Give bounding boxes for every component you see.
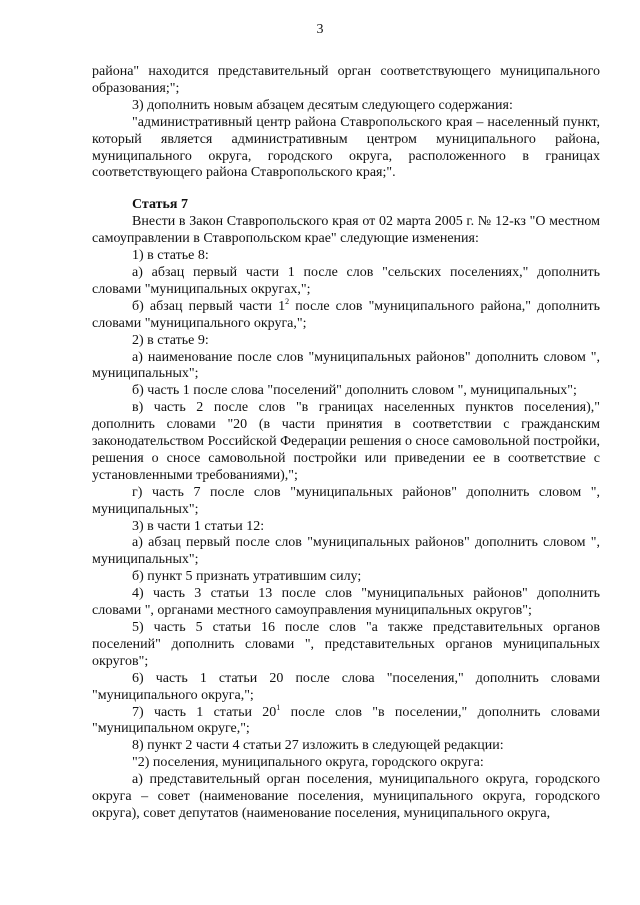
superscript: 1 [276, 702, 281, 712]
superscript: 2 [285, 296, 290, 306]
paragraph-text: 7) часть 1 статьи 20 [132, 704, 277, 720]
article-heading: Статья 7 [132, 197, 188, 213]
paragraph: 2) в статье 9: [132, 332, 209, 348]
paragraph: района" находится представительный орган соответствующего муниципального образования;"; [92, 64, 600, 96]
paragraph: 3) дополнить новым абзацем десятым следующего содержания: [132, 97, 513, 113]
document-body [92, 64, 600, 823]
paragraph: "административный центр района Ставропольского края – населенный пункт, который является административным центром муниципального района, муниципального округа, городского округа, расположенного в границах соответствующего района Ставропольского края;". [92, 114, 600, 181]
page-number: 3 [316, 22, 324, 37]
paragraph: 1) в статье 8: [132, 248, 209, 264]
paragraph: 4) часть 3 статьи 13 после слов "муниципальных районов" дополнить словами ", органами местного самоуправления муниципальных округов"; [92, 586, 600, 619]
paragraph: а) наименование после слов "муниципальных районов" дополнить словом ", муниципальных"; [92, 349, 600, 382]
paragraph: 3) в части 1 статьи 12: [132, 518, 265, 534]
paragraph: 5) часть 5 статьи 16 после слов "а также представительных органов поселений" дополнить словами ", представительных органов муниципальных округов"; [92, 620, 600, 669]
paragraph: а) абзац первый после слов "муниципальных районов" дополнить словом ", муниципальных"; [92, 535, 600, 568]
paragraph: а) представительный орган поселения, муниципального округа, городского округа – совет (наименование поселения, муниципального округа, городского округа), совет депутатов (наименование поселения, муниципального округа, [92, 772, 600, 821]
paragraph: б) пункт 5 признать утратившим силу; [132, 569, 362, 585]
paragraph-text: после слов "муниципального района," дополнить словами "муниципального округа,"; [92, 298, 600, 331]
paragraph: 8) пункт 2 части 4 статьи 27 изложить в следующей редакции: [132, 738, 504, 754]
paragraph: 6) часть 1 статьи 20 после слова "поселения," дополнить словами "муниципального округа,"; [92, 670, 600, 703]
paragraph: а) абзац первый части 1 после слов "сельских поселениях," дополнить словами "муниципальных округах,"; [92, 264, 600, 297]
paragraph: г) часть 7 после слов "муниципальных районов" дополнить словом ", муниципальных"; [92, 484, 600, 517]
paragraph: в) часть 2 после слов "в границах населенных пунктов поселения)," дополнить словами "20 (в части принятия в соответствии с гражданским законодательством Российской Федерации решения о сносе самовольной постройки, решения о сносе самовольной постройки или приведении ее в соответствие с установленными требованиями),"; [92, 400, 600, 483]
paragraph: б) часть 1 после слова "поселений" дополнить словом ", муниципальных"; [132, 383, 577, 399]
paragraph: Внести в Закон Ставропольского края от 02 марта 2005 г. № 12-кз "О местном самоуправлении в Ставропольском крае" следующие изменения: [92, 214, 600, 247]
paragraph [92, 702, 600, 739]
paragraph-text: б) абзац первый части 1 [132, 298, 286, 314]
paragraph: "2) поселения, муниципального округа, городского округа: [132, 755, 484, 771]
paragraph [92, 296, 600, 333]
paragraph-text: после слов "в поселении," дополнить словами "муниципальном округе,"; [92, 704, 600, 737]
